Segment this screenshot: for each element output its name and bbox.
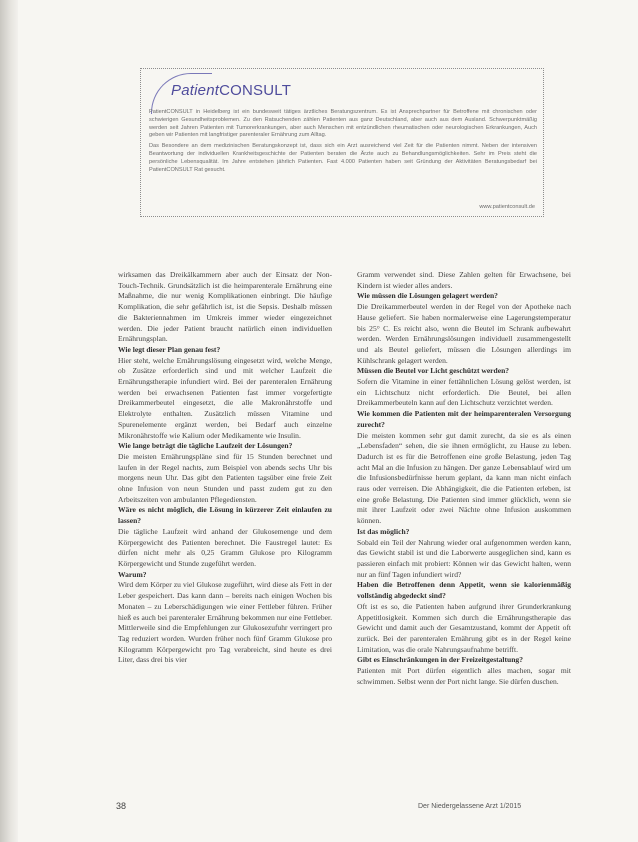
info-box-paragraph-1: PatientCONSULT in Heidelberg ist ein bundesweit tätiges ärztliches Beratungszentrum. Es ist Ansprechpartner für Betroffene mit chronischen oder schwierigen Gesundheitsproblemen. Zu den Ratsuchenden zählen Patienten aus ganz Deutschland, aber auch aus dem Ausland. Schwerpunktmäßig werden seit Jahren Patienten mit Tumorerkrankungen, aber auch Menschen mit entzündlichen rheumatischen oder neurologischen Erkrankungen, Auch geben wir Patienten mit langfristiger parenteraler Ernährung zum Alltag. xyxy=(149,109,537,139)
info-box-website-link[interactable]: www.patientconsult.de xyxy=(479,204,535,210)
interview-answer: Wird dem Körper zu viel Glukose zugeführt, wird diese als Fett in der Leber gespeichert. Das kann dann – bereits nach einigen Wochen bis Monaten – zu Leberschädigungen wie einer Fettleber führen. Früher hieß es auch bei parenteraler Ernährung bekommen nur eine Fettleber. Mittlerweile sind die Empfehlungen zur Glukosezufuhr verringert pro Tag reduziert worden. Wurden früher noch fünf Gramm Glukose pro Kilogramm Körpergewicht pro Tag verabreicht, sind heute es drei Liter, dass drei bis vier xyxy=(118,580,332,665)
interview-question: Gibt es Einschränkungen in der Freizeitgestaltung? xyxy=(357,655,523,665)
interview-answer: Die Dreikammerbeutel werden in der Regel von der Apotheke nach Hause geliefert. Sie haben normalerweise eine Lagerungstemperatur bis 25° C. Es reicht also, wenn die Beutel im Schrank aufbewahrt werden. Werden Ernährungslösungen individuell zusammengestellt und als Beutel geliefert, müssen die Lösungen allerdings im Kühlschrank gelagert werden. xyxy=(357,302,571,365)
interview-question: Wie kommen die Patienten mit der heimparenteralen Versorgung zurecht? xyxy=(357,409,571,429)
patientconsult-logo xyxy=(151,75,301,107)
interview-answer: Sobald ein Teil der Nahrung wieder oral aufgenommen werden kann, das Gewicht stabil ist und die Laborwerte ausgeglichen sind, kann es passieren einfach mit probiert: Können wir das Gewicht halten, wenn nur an fünf Tagen infundiert wird? xyxy=(357,537,571,579)
info-box-paragraph-2: Das Besondere an dem medizinischen Beratungskonzept ist, dass sich ein Arzt ausreichend viel Zeit für die Patienten nimmt. Neben der intensiven Beantwortung der individuellen Krankheitsgeschichte der Patienten beraten die Ärzte auch zu Behandlungsmöglichkeiten. Sehr im Preis steht die persönliche Lebensqualität. Im Jahre entstehen jährlich Patienten. Fast 4.000 Patienten haben seit Gründung der Aktivitäten Beratungsbedarf bei PatientCONSULT Rat gesucht. xyxy=(149,143,537,173)
interview-question: Wie lange beträgt die tägliche Laufzeit der Lösungen? xyxy=(118,441,293,451)
interview-answer: Oft ist es so, die Patienten haben aufgrund ihrer Grunderkrankung Appetitlosigkeit. Kommen sich durch die Ernährungstherapie das Gewicht und damit auch der Gesamtzustand, kommt der Appetit oft zurück. Bei der parenteralen Ernährung gibt es in der Regel keine Limitation, was die orale Nahrungsaufnahme betrifft. xyxy=(357,601,571,654)
interview-answer: wirksamen das Dreikälkammern aber auch der Einsatz der Non-Touch-Technik. Grundsätzlich ist die heimparenterale Ernährung eine Maßnahme, die nur wenig Komplikationen einbringt. Die häufige Komplikation, die sehr gefährlich ist, ist die Sepsis. Deshalb müssen die Bakteriennahmen im Umkreis immer wieder eingezeichnet werden. Die jeder Patient braucht natürlich einen individuellen Ernährungsplan. xyxy=(118,270,332,344)
interview-answer: Die meisten kommen sehr gut damit zurecht, da sie es als einen „Lebensfaden“ sehen, die sie ihnen ermöglicht, zu Hause zu leben. Dadurch ist es für die Betroffenen eine große Belastung, jeden Tag acht Mal an die Infusion zu hängen. Der ganze Lebensablauf wird um die Infusionsbedürfnisse herum geplant, da kann man nicht einfach raus oder verreisen. Die Abhängigkeit, die die Patienten erleben, ist eine große Belastung. Die Patienten sind immer glücklich, wenn sie mit ihrer Laufzeit oder zwei Nächte ohne Infusion auskommen können. xyxy=(357,430,571,526)
info-box-text xyxy=(149,109,537,174)
page-number: 38 xyxy=(116,801,127,811)
interview-question: Wie müssen die Lösungen gelagert werden? xyxy=(357,291,498,301)
interview-question: Wäre es nicht möglich, die Lösung in kürzerer Zeit einlaufen zu lassen? xyxy=(118,505,332,526)
interview-answer: Die tägliche Laufzeit wird anhand der Glukosemenge und dem Körpergewicht des Patienten berechnet. Die Faustregel lautet: Es dürfen nicht mehr als 0,25 Gramm Glukose pro Kilogramm Körpergewicht und Stunde zugeführt werden. xyxy=(118,526,332,568)
interview-answer: Hier steht, welche Ernährungslösung eingesetzt wird, welche Menge, ob Zusätze erforderlich sind und mit welcher Laufzeit die Ernährungstherapie infundiert wird. Bei der parenteralen Ernährung werden bei erwachsenen Patienten fast immer vorgefertigte Dreikammerbeutel eingesetzt, die alle Makronährstoffe und Elektrolyte enthalten. Zusätzlich müssen Vitamine und Spurenelemente ergänzt werden, bei Bedarf auch einzelne Mikronährstoffe wie Kalium oder Medikamente wie Insulin. xyxy=(118,355,332,440)
interview-question: Warum? xyxy=(118,569,147,579)
interview-answer: Sofern die Vitamine in einer fettähnlichen Lösung gelöst werden, ist ein Lichtschutz nicht erforderlich. Die Beutel, bei allen Dreikammerbeuteln kann auf den Lichtschutz verzichtet werden. xyxy=(357,377,571,408)
article-column-right xyxy=(357,270,571,687)
interview-answer: Die meisten Ernährungspläne sind für 15 Stunden berechnet und laufen in der Regel nachts, zum Beispiel von abends sechs Uhr bis morgens neun Uhr. Das gibt den Patienten tagsüber eine freie Zeit ohne Infusion von neun Stunden und passt zudem gut zu den Arbeitszeiten von ambulanten Pflegediensten. xyxy=(118,451,332,504)
interview-question: Wie legt dieser Plan genau fest? xyxy=(118,344,221,354)
patientconsult-info-box xyxy=(140,68,544,217)
page-gutter-shadow xyxy=(0,0,18,842)
interview-question: Haben die Betroffenen denn Appetit, wenn sie kalorienmäßig vollständig abgedeckt sind? xyxy=(357,580,571,601)
interview-question: Ist das möglich? xyxy=(357,526,410,536)
logo-part-consult: CONSULT xyxy=(219,82,292,99)
interview-answer: Gramm verwendet sind. Diese Zahlen gelten für Erwachsene, bei Kindern ist wieder alles anders. xyxy=(357,270,571,290)
logo-part-patient: Patient xyxy=(171,82,220,99)
article-column-left xyxy=(118,270,332,666)
journal-footer: Der Niedergelassene Arzt 1/2015 xyxy=(418,803,522,810)
interview-answer: Patienten mit Port dürfen eigentlich alles machen, sogar mit schwimmen. Selbst wenn der Port nicht lange. Sie dürfen duschen. xyxy=(357,666,571,686)
interview-question: Müssen die Beutel vor Licht geschützt werden? xyxy=(357,366,510,376)
